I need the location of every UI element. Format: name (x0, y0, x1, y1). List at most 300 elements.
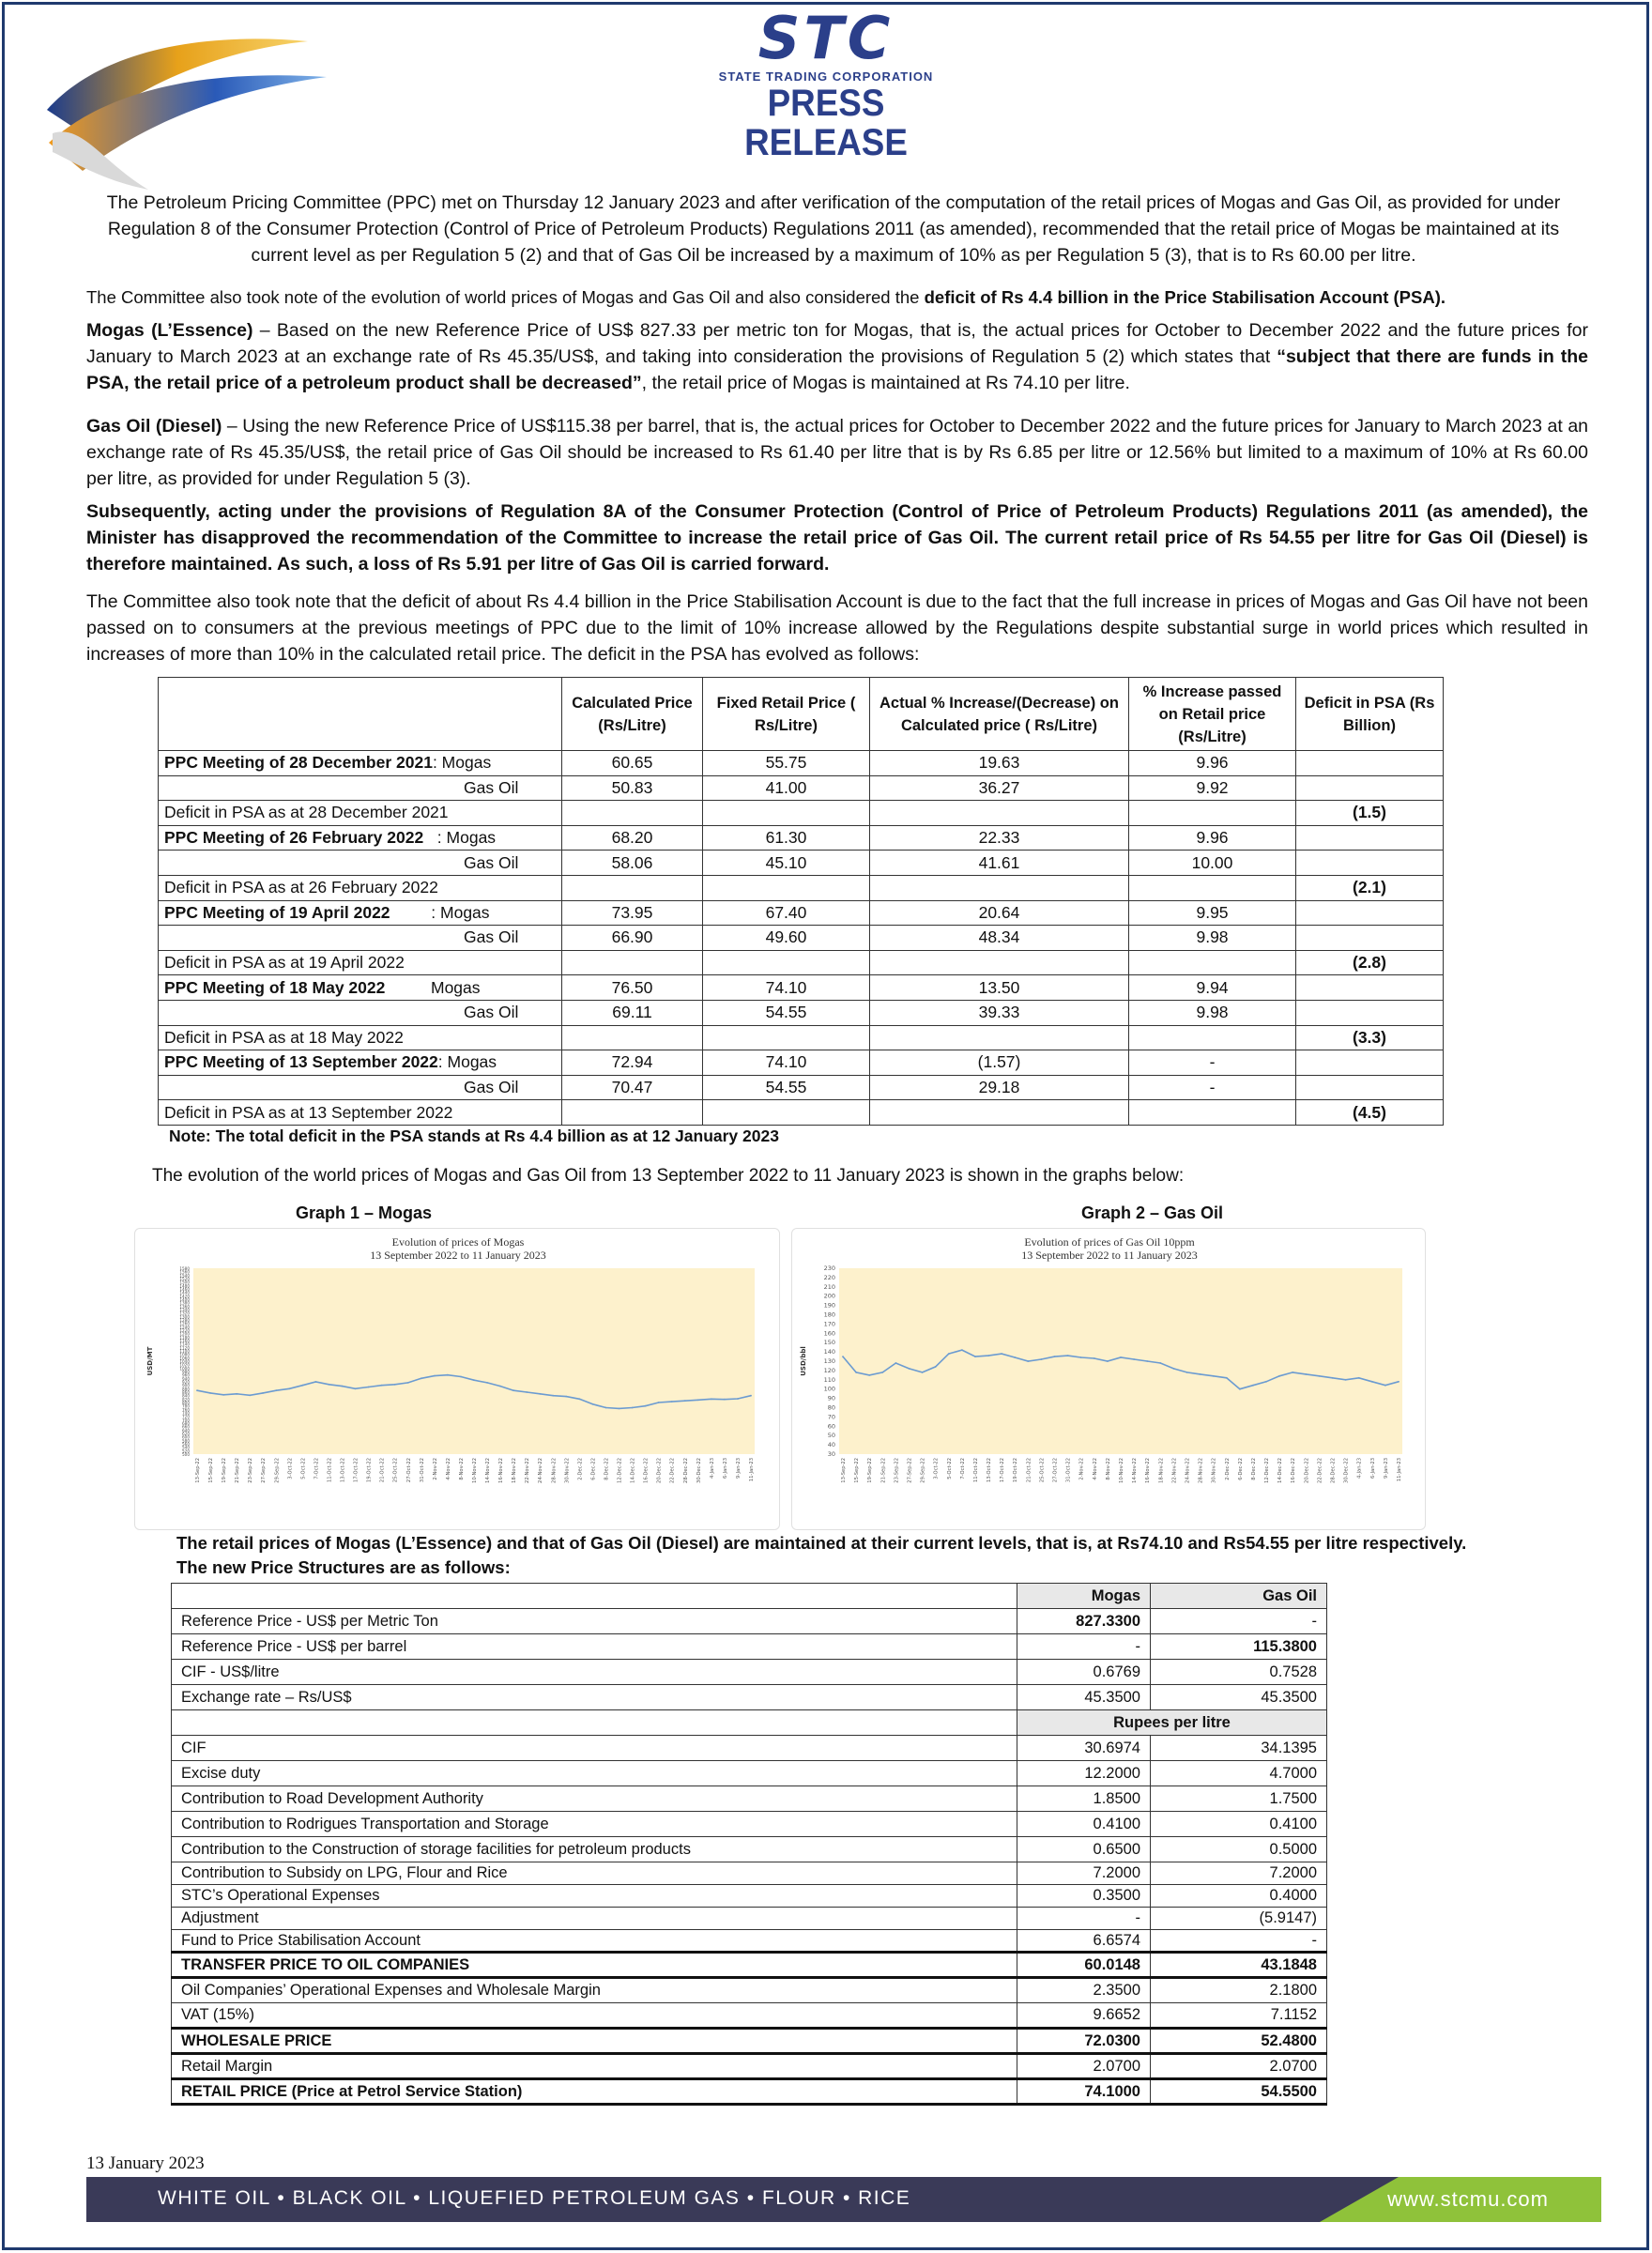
gasoil-value: 0.5000 (1151, 1837, 1327, 1862)
mogas-value: 30.6974 (1017, 1736, 1151, 1761)
x-tick-label: 10-Nov-22 (1119, 1458, 1124, 1483)
y-tick-label: 940 (182, 1376, 190, 1382)
table-cell (870, 1025, 1129, 1050)
data-point (1014, 1356, 1016, 1358)
row-label (159, 1025, 562, 1050)
table-cell: 9.96 (1129, 825, 1296, 851)
table-cell: 69.11 (562, 1000, 703, 1025)
gasoil-column-header: Gas Oil (1151, 1584, 1327, 1609)
data-point (922, 1372, 924, 1373)
table-cell (1129, 950, 1296, 975)
meeting-name: PPC Meeting of 26 February 2022 (164, 828, 424, 848)
y-tick-label: 1200 (179, 1331, 190, 1337)
table-cell: 9.98 (1129, 1000, 1296, 1025)
x-tick-label: 2-Nov-22 (1078, 1458, 1085, 1480)
x-tick-label: 21-Sep-22 (880, 1458, 887, 1483)
table-cell: 70.47 (562, 1075, 703, 1100)
row-label (159, 1075, 562, 1100)
data-point (447, 1374, 449, 1376)
x-tick-label: 5-Oct-22 (300, 1458, 307, 1479)
mogas-value: 1.8500 (1017, 1786, 1151, 1812)
chart-subtitle: 13 September 2022 to 11 January 2023 (1021, 1249, 1198, 1262)
y-tick-label: 1380 (179, 1300, 190, 1306)
gasoil-value: 1.7500 (1151, 1786, 1327, 1812)
x-tick-label: 9-Jan-23 (735, 1458, 742, 1479)
press-release-title: PRESS RELEASE (744, 83, 908, 163)
y-tick-label: 50 (827, 1432, 835, 1440)
x-tick-label: 21-Oct-22 (1026, 1458, 1032, 1483)
data-point (526, 1391, 528, 1393)
y-tick-label: 900 (182, 1383, 190, 1388)
x-tick-label: 6-Jan-23 (1369, 1458, 1376, 1479)
y-tick-label: 1300 (179, 1314, 190, 1320)
data-point (368, 1387, 370, 1388)
y-tick-label: 1060 (179, 1356, 190, 1361)
y-tick-label: 180 (823, 1310, 835, 1319)
x-tick-label: 11-Jan-23 (749, 1458, 755, 1482)
y-tick-label: 210 (823, 1282, 835, 1291)
x-tick-label: 30-Nov-22 (564, 1458, 571, 1483)
product-label: Gas Oil (464, 1003, 519, 1022)
gasoil-value: 54.5500 (1151, 2079, 1327, 2105)
product-label: : Mogas (432, 753, 492, 773)
y-tick-label: 860 (182, 1390, 190, 1395)
data-point (249, 1394, 251, 1396)
y-tick-label: 820 (182, 1397, 190, 1402)
x-tick-label: 24-Nov-22 (1185, 1458, 1191, 1483)
y-tick-label: 540 (182, 1445, 190, 1450)
gasoil-value: 7.1152 (1151, 2003, 1327, 2029)
y-tick-label: 620 (182, 1432, 190, 1436)
table-row (159, 975, 1444, 1001)
data-point (909, 1368, 910, 1370)
data-point (1120, 1356, 1122, 1358)
price-structure-body (172, 1584, 1327, 2105)
table-cell: 55.75 (703, 751, 870, 776)
y-tick-label: 170 (823, 1320, 835, 1328)
table-cell (1296, 900, 1444, 926)
x-tick-label: 18-Nov-22 (512, 1458, 518, 1483)
x-tick-label: 25-Oct-22 (392, 1458, 399, 1483)
data-point (381, 1385, 383, 1387)
table-row (172, 1736, 1327, 1761)
table-row (172, 1609, 1327, 1634)
x-tick-label: 15-Sep-22 (854, 1458, 861, 1483)
row-label (159, 825, 562, 851)
row-label: Fund to Price Stabilisation Account (172, 1930, 1017, 1953)
table-cell (172, 1710, 1017, 1736)
footer-website-link[interactable]: www.stcmu.com (1387, 2187, 1549, 2211)
x-tick-label: 16-Dec-22 (1291, 1458, 1297, 1483)
data-point (658, 1402, 660, 1403)
price-structures-heading: The new Price Structures are as follows: (176, 1557, 511, 1577)
data-point (552, 1395, 554, 1397)
y-tick-label: 100 (823, 1385, 835, 1393)
row-label (159, 775, 562, 801)
table-cell: 41.00 (703, 775, 870, 801)
chart-subtitle: 13 September 2022 to 11 January 2023 (370, 1249, 546, 1262)
stc-logo-text: STC (757, 4, 895, 72)
x-tick-label: 23-Sep-22 (248, 1458, 254, 1483)
x-tick-label: 16-Nov-22 (1145, 1458, 1152, 1483)
table-row (172, 1978, 1327, 2003)
chart-title: Evolution of prices of Gas Oil 10ppm (1024, 1235, 1195, 1249)
data-point (1305, 1373, 1307, 1375)
table-cell: 39.33 (870, 1000, 1129, 1025)
product-label: Gas Oil (464, 1078, 519, 1097)
y-tick-label: 800 (182, 1401, 190, 1405)
table-row (172, 1786, 1327, 1812)
row-label (159, 751, 562, 776)
table-cell: 68.20 (562, 825, 703, 851)
meeting-name: PPC Meeting of 13 September 2022 (164, 1052, 438, 1072)
x-tick-label: 16-Nov-22 (498, 1458, 505, 1483)
gasoil-chart-svg (792, 1229, 1427, 1531)
y-tick-label: 120 (823, 1366, 835, 1374)
y-tick-label: 880 (182, 1387, 190, 1392)
x-tick-label: 19-Sep-22 (222, 1458, 228, 1483)
table-row (159, 1050, 1444, 1076)
table-cell: 29.18 (870, 1075, 1129, 1100)
header-swoosh-graphic (45, 21, 355, 199)
x-tick-label: 4-Jan-23 (709, 1458, 715, 1479)
y-tick-label: 960 (182, 1372, 190, 1378)
gasoil-value: 115.3800 (1151, 1634, 1327, 1660)
table-cell (1296, 825, 1444, 851)
table-cell (1129, 875, 1296, 900)
y-tick-label: 1140 (179, 1341, 190, 1347)
gasoil-value: - (1151, 1609, 1327, 1634)
table-cell: 74.10 (703, 975, 870, 1001)
x-tick-label: 22-Nov-22 (1171, 1458, 1178, 1483)
y-tick-label: 1480 (179, 1283, 190, 1289)
retail-prices-statement: The retail prices of Mogas (L’Essence) and that of Gas Oil (Diesel) are maintained at their current levels, that is, at Rs74.10 and Rs54.55 per litre respectively. (176, 1533, 1467, 1553)
y-tick-label: 160 (823, 1329, 835, 1338)
paragraph-gas-oil (86, 413, 1588, 492)
table-header-cell (159, 678, 562, 751)
data-point (421, 1377, 422, 1379)
data-point (579, 1398, 581, 1400)
y-tick-label: 1400 (179, 1297, 190, 1302)
table-row (172, 1908, 1327, 1930)
stc-logo (695, 4, 957, 163)
data-point (539, 1393, 541, 1395)
x-tick-label: 22-Nov-22 (525, 1458, 531, 1483)
data-point (895, 1362, 897, 1364)
x-tick-label: 11-Oct-22 (327, 1458, 333, 1483)
x-tick-label: 22-Dec-22 (1317, 1458, 1323, 1483)
y-tick-label: 80 (827, 1403, 835, 1412)
table-row (172, 1634, 1327, 1660)
data-point (1159, 1362, 1161, 1364)
row-label: CIF (172, 1736, 1017, 1761)
x-tick-label: 29-Sep-22 (274, 1458, 281, 1483)
y-tick-label: 1440 (179, 1290, 190, 1295)
y-tick-label: 1000 (179, 1366, 190, 1372)
data-point (1146, 1360, 1148, 1362)
deficit-label: Deficit in PSA as at 13 September 2022 (164, 1102, 453, 1122)
bold-span: deficit of Rs 4.4 billion in the Price Stabilisation Account (PSA). (924, 287, 1446, 307)
x-tick-label: 12-Dec-22 (617, 1458, 623, 1483)
y-tick-label: 740 (182, 1411, 190, 1416)
release-date: 13 January 2023 (86, 2153, 205, 2173)
data-point (275, 1389, 277, 1391)
mogas-value: - (1017, 1908, 1151, 1930)
data-point (697, 1399, 699, 1401)
table-cell: 54.55 (703, 1000, 870, 1025)
row-label: Adjustment (172, 1908, 1017, 1930)
y-axis-label: USD/MT (146, 1346, 154, 1376)
x-tick-label: 22-Dec-22 (669, 1458, 676, 1483)
x-tick-label: 10-Nov-22 (472, 1458, 478, 1483)
deficit-note: Note: The total deficit in the PSA stands at Rs 4.4 billion as at 12 January 2023 (169, 1126, 779, 1145)
table-row (172, 1812, 1327, 1837)
product-label: Mogas (385, 977, 481, 997)
x-tick-label: 8-Nov-22 (458, 1458, 465, 1480)
x-tick-label: 7-Oct-22 (959, 1458, 966, 1479)
data-point (209, 1392, 211, 1394)
mogas-value: 9.6652 (1017, 2003, 1151, 2029)
product-label: : Mogas (437, 1052, 497, 1072)
table-cell (1296, 775, 1444, 801)
table-header-row (159, 678, 1444, 751)
y-tick-label: 1360 (179, 1304, 190, 1310)
data-point (1213, 1375, 1215, 1377)
paragraph-mogas (86, 317, 1588, 396)
gasoil-value: 34.1395 (1151, 1736, 1327, 1761)
row-label (159, 1000, 562, 1025)
data-point (1080, 1356, 1082, 1358)
y-tick-label: 660 (182, 1424, 190, 1430)
data-point (1067, 1355, 1069, 1356)
row-label: Contribution to Road Development Authority (172, 1786, 1017, 1812)
product-label: : Mogas (423, 828, 497, 848)
deficit-label: Deficit in PSA as at 28 December 2021 (164, 803, 449, 822)
data-point (974, 1356, 976, 1357)
table-row (159, 875, 1444, 900)
y-tick-label: 560 (182, 1442, 190, 1447)
data-point (645, 1405, 647, 1407)
x-tick-label: 8-Nov-22 (1105, 1458, 1111, 1480)
x-tick-label: 28-Dec-22 (682, 1458, 689, 1483)
y-tick-label: 1320 (179, 1310, 190, 1316)
mogas-value: 0.6500 (1017, 1837, 1151, 1862)
data-point (1319, 1375, 1321, 1377)
x-tick-label: 28-Dec-22 (1330, 1458, 1337, 1483)
y-tick-label: 500 (182, 1452, 190, 1457)
mogas-column-header: Mogas (1017, 1584, 1151, 1609)
gasoil-value: 0.7528 (1151, 1660, 1327, 1685)
data-point (935, 1366, 937, 1368)
bold-span: Gas Oil (Diesel) (86, 416, 222, 437)
x-tick-label: 30-Dec-22 (696, 1458, 702, 1483)
y-tick-label: 1420 (179, 1294, 190, 1299)
evolution-intro: The evolution of the world prices of Mogas and Gas Oil from 13 September 2022 to 11 January 2023 is shown in the graphs below: (152, 1166, 1185, 1186)
footer-banner (86, 2177, 1601, 2222)
table-cell: 61.30 (703, 825, 870, 851)
data-point (236, 1393, 237, 1395)
gasoil-value: 45.3500 (1151, 1685, 1327, 1710)
table-cell (870, 950, 1129, 975)
x-tick-label: 14-Nov-22 (485, 1458, 492, 1483)
table-cell: 41.61 (870, 851, 1129, 876)
chart-title: Evolution of prices of Mogas (391, 1235, 525, 1249)
x-tick-label: 19-Oct-22 (366, 1458, 373, 1483)
y-tick-label: 130 (823, 1357, 835, 1365)
data-point (1371, 1381, 1373, 1383)
table-cell: 60.65 (562, 751, 703, 776)
data-point (750, 1395, 752, 1397)
data-point (262, 1392, 264, 1394)
table-cell (1296, 926, 1444, 951)
table-cell: 19.63 (870, 751, 1129, 776)
data-point (1133, 1358, 1135, 1360)
corporation-name: STATE TRADING CORPORATION (718, 69, 934, 84)
data-point (1278, 1375, 1280, 1377)
table-header-row (172, 1584, 1327, 1609)
data-point (881, 1372, 883, 1373)
x-tick-label: 16-Dec-22 (643, 1458, 650, 1483)
x-tick-label: 4-Nov-22 (1092, 1458, 1098, 1480)
data-point (684, 1400, 686, 1402)
table-cell: 48.34 (870, 926, 1129, 951)
y-tick-label: 1100 (179, 1349, 190, 1354)
x-tick-label: 5-Oct-22 (946, 1458, 953, 1479)
table-cell: (2.1) (1296, 875, 1444, 900)
y-tick-label: 700 (182, 1418, 190, 1423)
data-point (434, 1375, 436, 1377)
y-tick-label: 1260 (179, 1321, 190, 1326)
row-label (159, 950, 562, 975)
text-span: The Committee also took note of the evolution of world prices of Mogas and Gas Oil and also considered the (86, 287, 925, 307)
data-point (499, 1386, 501, 1387)
x-tick-label: 13-Sep-22 (841, 1458, 847, 1483)
y-tick-label: 1160 (179, 1339, 190, 1343)
table-cell: 73.95 (562, 900, 703, 926)
y-tick-label: 520 (182, 1448, 190, 1454)
y-tick-label: 1280 (179, 1318, 190, 1323)
meeting-name: PPC Meeting of 19 April 2022 (164, 902, 390, 922)
x-tick-label: 27-Oct-22 (405, 1458, 412, 1483)
data-point (1027, 1360, 1029, 1362)
y-tick-label: 1460 (179, 1287, 190, 1292)
table-cell (1129, 1100, 1296, 1126)
table-header-cell: Fixed Retail Price ( Rs/Litre) (703, 678, 870, 751)
x-tick-label: 30-Dec-22 (1343, 1458, 1350, 1483)
row-label (159, 975, 562, 1001)
product-label: : Mogas (390, 902, 490, 922)
table-cell: 9.98 (1129, 926, 1296, 951)
table-row (159, 950, 1444, 975)
x-tick-label: 24-Nov-22 (538, 1458, 544, 1483)
y-tick-label: 1520 (179, 1277, 190, 1281)
bold-span: “subject that there are funds in the PSA, the retail price of a petroleum product shall be decreased” (86, 346, 1588, 393)
table-header-cell (172, 1584, 1017, 1609)
table-cell: 9.95 (1129, 900, 1296, 926)
row-label: Reference Price - US$ per barrel (172, 1634, 1017, 1660)
table-row (172, 1685, 1327, 1710)
table-cell (703, 1100, 870, 1126)
gasoil-value: 43.1848 (1151, 1953, 1327, 1978)
table-cell: 49.60 (703, 926, 870, 951)
text-span: , the retail price of Mogas is maintained at Rs 74.10 per litre. (641, 373, 1130, 393)
table-header-cell: Actual % Increase/(Decrease) on Calculated price ( Rs/Litre) (870, 678, 1129, 751)
y-tick-label: 1580 (179, 1266, 190, 1271)
data-point (948, 1353, 950, 1355)
paragraph-deficit-evolution: The Committee also took note that the deficit of about Rs 4.4 billion in the Price Stabilisation Account is due to the fact that the full increase in prices of Mogas and Gas Oil have not been passed on to consumers at the previous meetings of PPC due to the limit of 10% increase allowed by the Regulations despite substantial surge in world prices which resulted in increases of more than 10% in the calculated retail price. The deficit in the PSA has evolved as follows: (86, 591, 1588, 665)
mogas-value: 0.3500 (1017, 1885, 1151, 1908)
mogas-chart (134, 1228, 780, 1530)
table-row (172, 2054, 1327, 2079)
mogas-value: 6.6574 (1017, 1930, 1151, 1953)
x-tick-label: 6-Jan-23 (722, 1458, 728, 1479)
table-cell: 22.33 (870, 825, 1129, 851)
data-point (855, 1372, 857, 1373)
data-point (605, 1407, 607, 1409)
table-row (159, 926, 1444, 951)
table-cell: 74.10 (703, 1050, 870, 1076)
x-tick-label: 14-Nov-22 (1132, 1458, 1139, 1483)
y-tick-label: 760 (182, 1407, 190, 1413)
table-cell (562, 1025, 703, 1050)
gasoil-value: 7.2000 (1151, 1862, 1327, 1885)
y-tick-label: 1220 (179, 1328, 190, 1333)
data-point (460, 1376, 462, 1378)
table-row (172, 2079, 1327, 2105)
plot-area (193, 1268, 755, 1454)
data-point (961, 1349, 963, 1351)
x-tick-label: 11-Oct-22 (972, 1458, 979, 1483)
table-cell: 76.50 (562, 975, 703, 1001)
y-tick-label: 220 (823, 1273, 835, 1281)
x-tick-label: 27-Sep-22 (261, 1458, 268, 1483)
bold-span: Mogas (L’Essence) (86, 320, 253, 341)
data-point (196, 1389, 198, 1391)
table-cell: 10.00 (1129, 851, 1296, 876)
mogas-value: 45.3500 (1017, 1685, 1151, 1710)
data-point (342, 1386, 344, 1387)
x-tick-label: 3-Oct-22 (287, 1458, 294, 1479)
x-tick-label: 3-Oct-22 (933, 1458, 940, 1479)
x-tick-label: 6-Dec-22 (590, 1458, 597, 1480)
x-tick-label: 2-Nov-22 (432, 1458, 438, 1480)
graph1-label: Graph 1 – Mogas (296, 1203, 433, 1222)
data-point (1107, 1360, 1109, 1362)
row-label: CIF - US$/litre (172, 1660, 1017, 1685)
x-tick-label: 11-Jan-23 (1397, 1458, 1402, 1482)
paragraph-minister-decision: Subsequently, acting under the provisions of Regulation 8A of the Consumer Protection (Control of Price of Petroleum Products) Regulations 2011 (as amended), the Minister has disapproved the recommendation of the Committee to increase the retail price of Gas Oil. The current retail price of Rs 54.55 per litre for Gas Oil (Diesel) is therefore maintained. As such, a loss of Rs 5.91 per litre of Gas Oil is carried forward. (86, 501, 1588, 575)
x-tick-label: 31-Oct-22 (419, 1458, 425, 1483)
table-cell (562, 1100, 703, 1126)
y-tick-label: 840 (182, 1393, 190, 1399)
table-cell: (2.8) (1296, 950, 1444, 975)
row-label (159, 926, 562, 951)
mogas-value: 0.6769 (1017, 1660, 1151, 1685)
table-cell (703, 950, 870, 975)
units-label: Rupees per litre (1017, 1710, 1327, 1736)
y-tick-label: 600 (182, 1434, 190, 1440)
y-tick-label: 1500 (179, 1280, 190, 1285)
data-point (1345, 1379, 1347, 1381)
table-row (172, 1761, 1327, 1786)
table-row (159, 775, 1444, 801)
y-tick-label: 110 (823, 1375, 835, 1384)
y-tick-label: 1180 (179, 1335, 190, 1341)
mogas-value: 2.3500 (1017, 1978, 1151, 2003)
x-tick-label: 29-Sep-22 (920, 1458, 926, 1483)
x-tick-label: 13-Sep-22 (195, 1458, 201, 1483)
data-point (592, 1403, 594, 1405)
